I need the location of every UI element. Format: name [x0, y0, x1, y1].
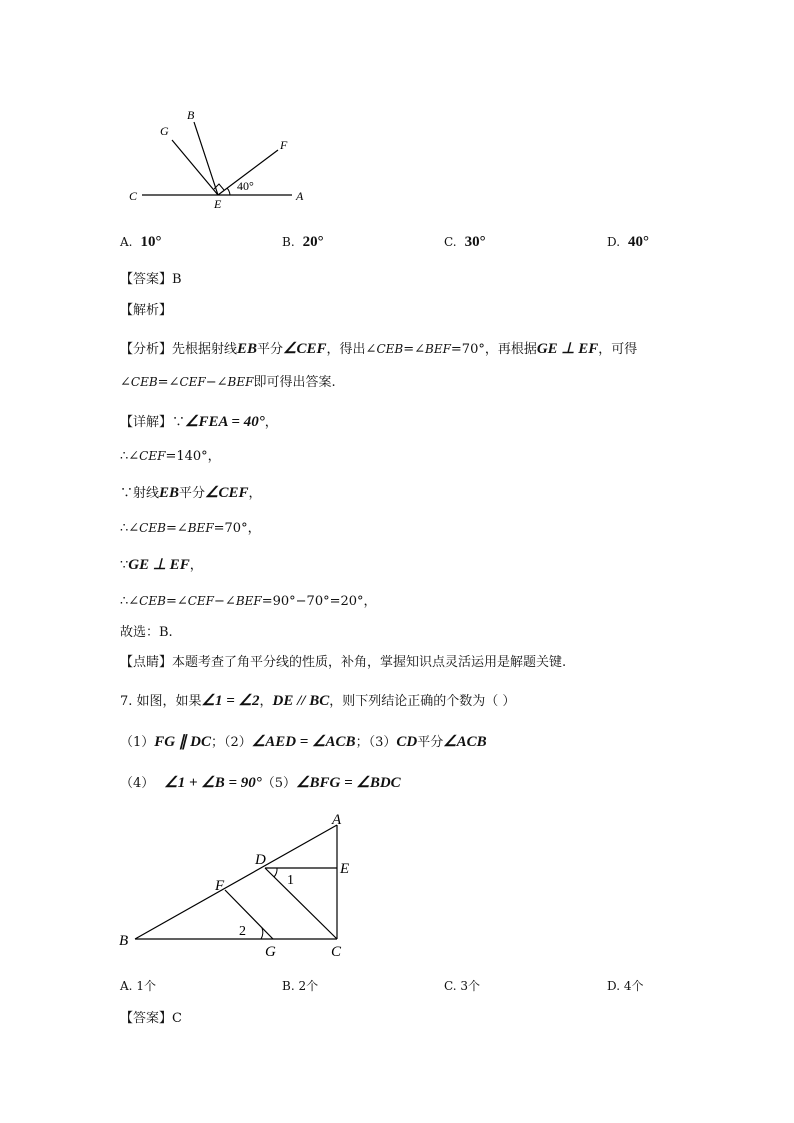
math-ge-perp-ef: GE ⊥ EF — [536, 341, 599, 357]
text: ；（2） — [210, 735, 252, 750]
label-B: B — [187, 108, 195, 122]
option-value: 30° — [464, 234, 486, 250]
text: 先根据射线 — [172, 342, 238, 357]
text: CEB — [139, 521, 166, 535]
text: 平分 — [179, 486, 206, 501]
text: ∴∠ — [120, 594, 140, 609]
text: BEF — [425, 342, 451, 356]
option-letter: D. — [607, 235, 621, 249]
label-1: 1 — [287, 873, 294, 888]
detail-line-1 — [120, 413, 278, 432]
label-E: E — [214, 197, 222, 211]
option-value: 10° — [140, 234, 162, 250]
label-2: 2 — [239, 924, 246, 939]
text: BEF — [227, 375, 254, 389]
text: ∠ — [120, 375, 131, 390]
figure-triangle-diagram — [115, 808, 365, 960]
text: ；（3） — [355, 735, 397, 750]
text: ， — [259, 694, 273, 709]
detail-line-5 — [120, 556, 203, 575]
text: BEF — [187, 521, 214, 535]
text: =∠ — [165, 521, 188, 536]
angle-arc-2 — [261, 928, 263, 939]
math-cef: ∠CEF — [283, 341, 327, 357]
math-ge-perp-ef: GE ⊥ EF — [128, 557, 190, 573]
option-value: 2个 — [298, 979, 319, 993]
text: ，则下列结论正确的个数为（ ） — [329, 694, 516, 709]
text: CEF — [139, 449, 166, 463]
text: ， — [189, 558, 203, 573]
label-A: A — [332, 812, 342, 828]
label-F: F — [280, 138, 288, 152]
analysis-heading: 【解析】 — [120, 303, 173, 318]
option-letter: D. — [607, 979, 621, 993]
text: 【详解】∵ — [120, 415, 186, 430]
ray-eg — [172, 140, 218, 195]
text: ， — [248, 486, 262, 501]
option-letter: C. — [444, 235, 457, 249]
text: =∠ — [403, 342, 425, 357]
text: CEB — [139, 594, 166, 608]
label-C: C — [129, 189, 138, 203]
math-angle-eq: ∠1 = ∠2 — [201, 693, 260, 709]
answer-q6: 【答案】B — [120, 272, 182, 287]
segment-dc — [265, 868, 337, 939]
answer-q7: 【答案】C — [120, 1011, 182, 1026]
q7-conditions-4-5 — [120, 774, 401, 793]
analysis-line-1 — [120, 340, 637, 359]
label-E: E — [340, 861, 350, 877]
math-c2: ∠AED = ∠ACB — [251, 734, 356, 750]
option-value: 20° — [302, 234, 324, 250]
label-G: G — [265, 944, 276, 960]
text: （1） — [120, 735, 155, 750]
text: （4） — [120, 776, 155, 791]
math-eb: EB — [159, 485, 180, 501]
text: −∠ — [205, 375, 228, 390]
option-d[interactable] — [607, 234, 649, 251]
option-value: 1个 — [136, 979, 156, 993]
detail-choice: 故选：B. — [120, 625, 173, 640]
option-b[interactable] — [282, 234, 324, 251]
text: ∵射线 — [120, 486, 160, 501]
label-C: C — [331, 944, 342, 960]
angle-arc-40 — [227, 188, 230, 195]
math-de-parallel-bc: DE // BC — [272, 693, 330, 709]
math-eb: EB — [237, 341, 258, 357]
text: 7. 如图，如果 — [120, 694, 202, 709]
detail-line-6 — [120, 592, 377, 611]
text: （5） — [261, 776, 297, 791]
dianjing: 【点睛】本题考查了角平分线的性质，补角，掌握知识点灵活运用是解题关键. — [120, 655, 567, 670]
text: −∠ — [214, 594, 236, 609]
q7-conditions-1-3 — [120, 733, 487, 752]
option-c[interactable] — [444, 977, 480, 994]
option-a[interactable] — [120, 234, 161, 251]
label-F: F — [215, 878, 225, 894]
detail-line-4 — [120, 519, 261, 538]
ray-eb — [194, 122, 218, 195]
option-d[interactable] — [607, 977, 643, 994]
analysis-line-2 — [120, 373, 336, 392]
detail-line-2 — [120, 447, 221, 466]
option-c[interactable] — [444, 234, 486, 251]
option-value: 3个 — [460, 979, 481, 993]
angle-arc-1 — [274, 868, 277, 877]
label-A: A — [296, 189, 304, 203]
q7-stem — [120, 692, 515, 711]
math-c4: ∠1 + ∠B = 90° — [164, 775, 262, 791]
math-acb: ∠ACB — [443, 734, 487, 750]
label-B: B — [119, 933, 129, 949]
math-cef: ∠CEF — [205, 485, 249, 501]
option-value: 40° — [628, 234, 650, 250]
text: =∠ — [165, 594, 188, 609]
text: CEB — [130, 375, 158, 389]
label-G: G — [160, 124, 169, 138]
math-fea: ∠FEA = 40° — [185, 414, 265, 430]
text: ，得出∠ — [326, 342, 377, 357]
fenxi-tag: 【分析】 — [120, 342, 173, 357]
text: BEF — [235, 594, 262, 608]
detail-line-3 — [120, 484, 262, 503]
option-letter: C. — [444, 979, 457, 993]
text: CEB — [376, 342, 404, 356]
text: 平分 — [417, 735, 444, 750]
option-letter: B. — [282, 979, 295, 993]
text: =∠ — [157, 375, 180, 390]
option-letter: B. — [282, 235, 295, 249]
segment-fg — [225, 890, 273, 939]
text: =70°，再根据 — [450, 342, 537, 357]
text: 即可得出答案. — [253, 375, 336, 390]
text: 平分 — [257, 342, 284, 357]
text: CEF — [179, 375, 206, 389]
math-cd: CD — [396, 734, 418, 750]
option-b[interactable] — [282, 977, 318, 994]
option-letter: A. — [120, 979, 133, 993]
text: ∴∠ — [120, 521, 140, 536]
option-a[interactable] — [120, 977, 156, 994]
text: =70°， — [213, 521, 261, 536]
text: =140°， — [165, 449, 221, 464]
text: ，可得 — [598, 342, 638, 357]
option-letter: A. — [120, 235, 133, 249]
text: ∵ — [120, 558, 129, 573]
label-angle-40: 40° — [237, 179, 254, 193]
segment-ba — [135, 825, 337, 939]
text: CEF — [187, 594, 215, 608]
math-c1: FG ∥ DC — [154, 734, 211, 750]
label-D: D — [255, 852, 266, 868]
option-value: 4个 — [623, 979, 644, 993]
figure-angle-diagram — [120, 100, 320, 215]
text: ∴∠ — [120, 449, 140, 464]
math-c5: ∠BFG = ∠BDC — [296, 775, 401, 791]
text: =90°−70°=20°， — [261, 594, 377, 609]
text: ， — [264, 415, 278, 430]
